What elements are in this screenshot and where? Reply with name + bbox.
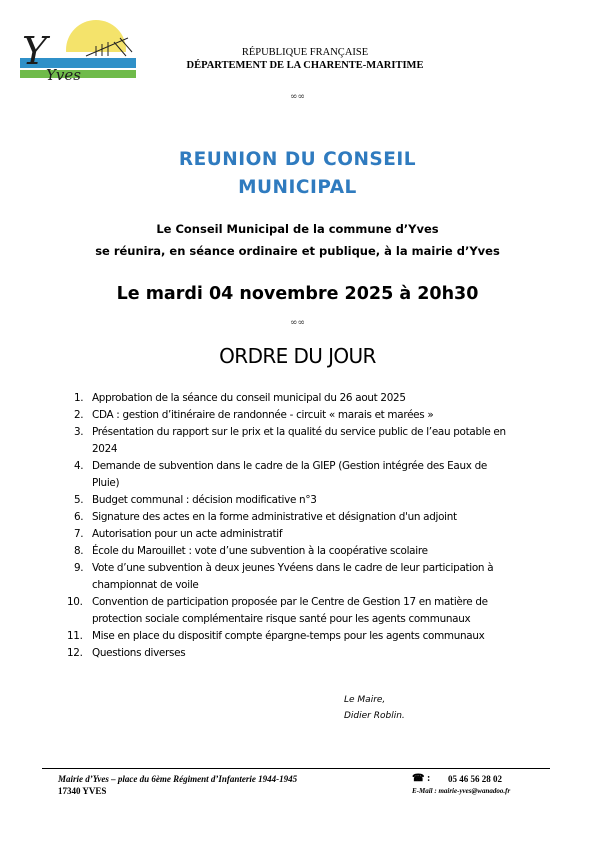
agenda-item-text-cont: championnat de voile	[92, 579, 199, 591]
agenda-item	[74, 526, 574, 543]
agenda-item-number: 1.	[74, 392, 84, 404]
agenda-list	[67, 390, 574, 662]
agenda-item-number: 7.	[74, 528, 84, 540]
header	[140, 46, 470, 72]
footer-phone: 05 46 56 28 02	[448, 774, 502, 784]
ornament-middle: ∞∞	[290, 318, 305, 328]
svg-text:Y: Y	[22, 29, 48, 73]
agenda-item-text: CDA : gestion d’itinéraire de randonnée - circuit « marais et marées »	[92, 409, 434, 421]
agenda-item-text: Budget communal : décision modificative n°3	[92, 494, 317, 506]
agenda-item-text: Autorisation pour un acte administratif	[92, 528, 283, 540]
agenda-item-text-cont: protection sociale complémentaire risque santé pour les agents communaux	[92, 613, 471, 625]
agenda-item-number: 11.	[67, 630, 83, 642]
agenda-item-number: 4.	[74, 460, 84, 472]
agenda-item-number: 2.	[74, 409, 84, 421]
agenda-item-text: Vote d’une subvention à deux jeunes Yvéens dans le cadre de leur participation à	[92, 562, 494, 574]
department-line: DÉPARTEMENT DE LA CHARENTE-MARITIME	[186, 60, 424, 71]
agenda-item-text: Approbation de la séance du conseil municipal du 26 aout 2025	[92, 392, 406, 404]
agenda-item-number: 8.	[74, 545, 84, 557]
agenda-item-text-cont: Pluie)	[92, 477, 120, 489]
agenda-item	[74, 492, 574, 509]
agenda-item	[74, 560, 574, 594]
logo-text: Yves	[46, 66, 81, 84]
intro-line-2: se réunira, en séance ordinaire et publique, à la mairie d’Yves	[95, 244, 500, 258]
ornament-top: ∞∞	[290, 92, 305, 102]
footer-email: E-Mail : mairie-yves@wanadoo.fr	[412, 787, 511, 795]
agenda-item	[67, 645, 574, 662]
page-title	[60, 146, 535, 202]
telephone-icon: ☎ :	[412, 773, 431, 784]
title-line-1: REUNION DU CONSEIL	[178, 149, 417, 170]
agenda-item-number: 12.	[67, 647, 83, 659]
meeting-date: Le mardi 04 novembre 2025 à 20h30	[116, 284, 479, 304]
footer-address: Mairie d’Yves – place du 6ème Régiment d’Infanterie 1944-1945	[58, 774, 298, 784]
agenda-item-text: Présentation du rapport sur le prix et la qualité du service public de l’eau potable en	[92, 426, 506, 438]
title-line-2: MUNICIPAL	[238, 177, 357, 198]
agenda-item-text: Questions diverses	[92, 647, 186, 659]
agenda-title: ORDRE DU JOUR	[219, 344, 376, 368]
agenda-item	[74, 407, 574, 424]
footer-city: 17340 YVES	[58, 786, 107, 796]
agenda-item-text: École du Marouillet : vote d’une subvention à la coopérative scolaire	[92, 545, 428, 557]
agenda-item-number: 3.	[74, 426, 84, 438]
signature	[344, 692, 405, 724]
agenda-item-text: Mise en place du dispositif compte épargne-temps pour les agents communaux	[92, 630, 485, 642]
intro	[30, 218, 565, 262]
signature-name: Didier Roblin.	[344, 711, 405, 721]
signature-title: Le Maire,	[344, 695, 386, 705]
yves-logo	[16, 14, 138, 94]
agenda-item-text: Demande de subvention dans le cadre de la GIEP (Gestion intégrée des Eaux de	[92, 460, 487, 472]
agenda-item	[67, 594, 574, 628]
agenda-item-text: Signature des actes en la forme administrative et désignation d'un adjoint	[92, 511, 457, 523]
agenda-item	[74, 543, 574, 560]
agenda-item-number: 9.	[74, 562, 84, 574]
agenda-item-text-cont: 2024	[92, 443, 118, 455]
agenda-item-number: 10.	[67, 596, 83, 608]
agenda-item	[74, 458, 574, 492]
agenda-item-text: Convention de participation proposée par le Centre de Gestion 17 en matière de	[92, 596, 488, 608]
agenda-item-number: 6.	[74, 511, 84, 523]
agenda-item	[67, 628, 574, 645]
agenda-item-number: 5.	[74, 494, 84, 506]
republic-line: RÉPUBLIQUE FRANÇAISE	[241, 47, 369, 58]
agenda-item	[74, 509, 574, 526]
agenda-item	[74, 390, 574, 407]
agenda-item	[74, 424, 574, 458]
yves-logo-graphic	[16, 14, 138, 94]
intro-line-1: Le Conseil Municipal de la commune d’Yves	[156, 222, 439, 236]
footer-divider	[42, 768, 550, 769]
